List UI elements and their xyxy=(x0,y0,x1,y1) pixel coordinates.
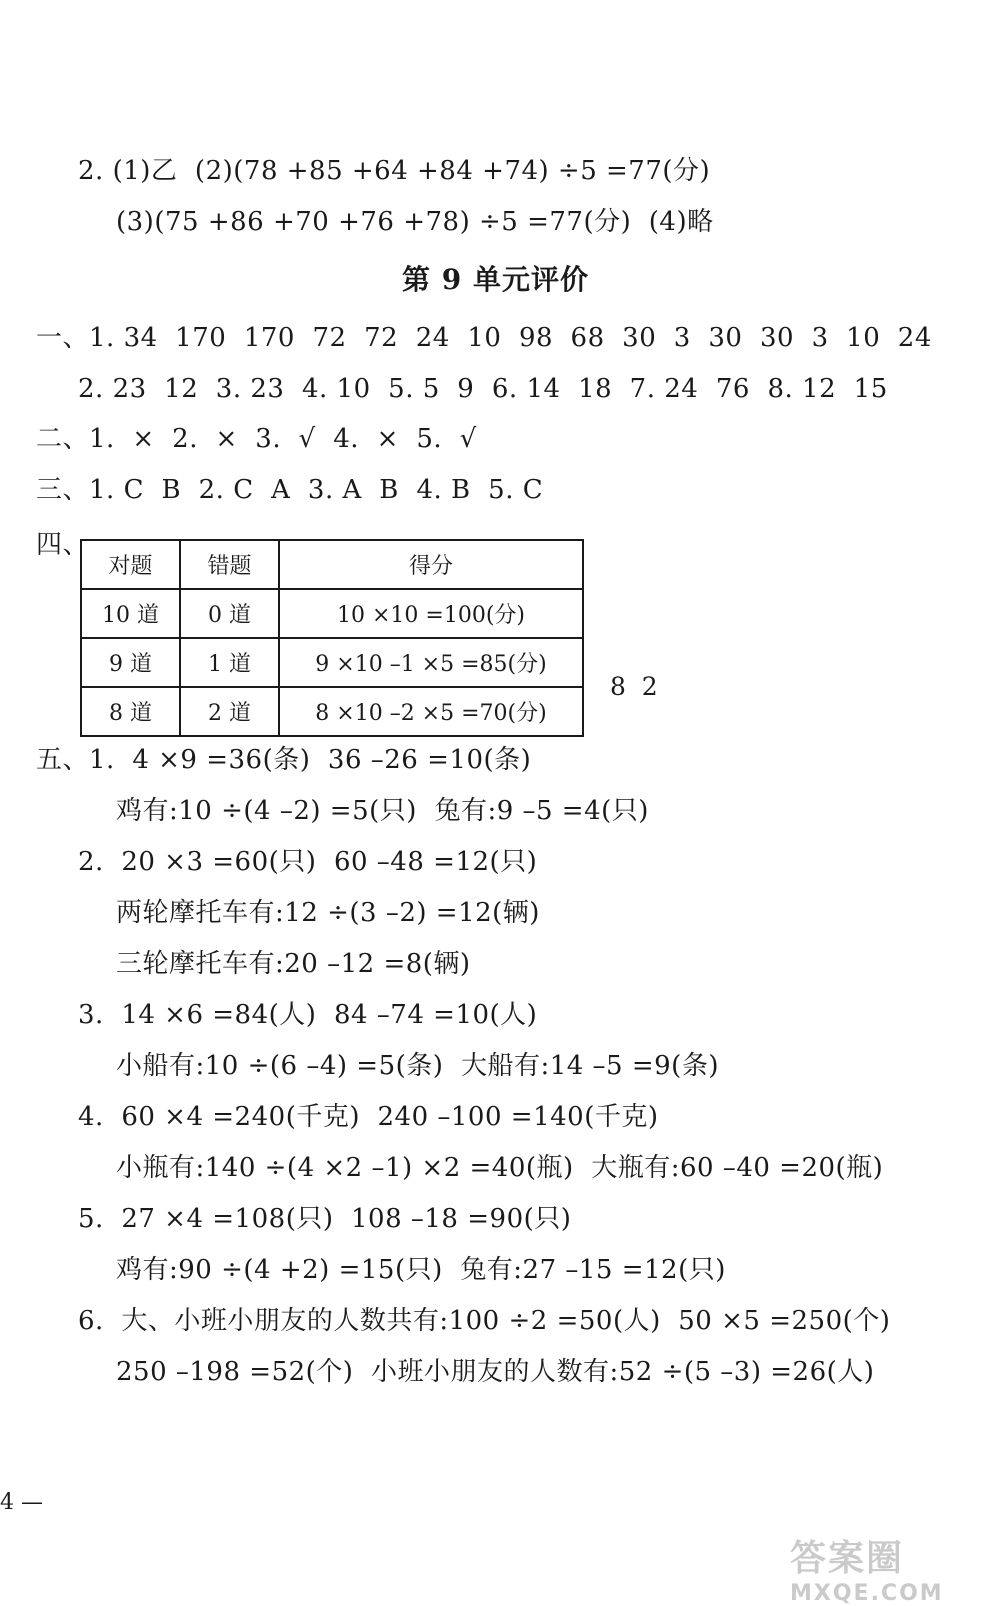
table-cell: 9 道 xyxy=(81,638,180,687)
table-cell: 10 道 xyxy=(81,589,180,638)
watermark-logo xyxy=(790,1530,980,1606)
section-5-line: 4. 60 ×4 =240(千克) 240 –100 =140(千克) xyxy=(78,1102,659,1132)
section-1-line: 一、1. 34 170 170 72 72 24 10 98 68 30 3 30 30 3 10 24 xyxy=(36,323,932,353)
section-title: 第 9 单元评价 xyxy=(402,263,589,296)
section-5-line: 5. 27 ×4 =108(只) 108 –18 =90(只) xyxy=(78,1204,572,1234)
section-5-line: 五、1. 4 ×9 =36(条) 36 –26 =10(条) xyxy=(36,745,532,775)
table-cell: 1 道 xyxy=(180,638,279,687)
section-5-line: 250 –198 =52(个) 小班小朋友的人数有:52 ÷(5 –3) =26(人) xyxy=(116,1357,875,1387)
section-5-line: 小瓶有:140 ÷(4 ×2 –1) ×2 =40(瓶) 大瓶有:60 –40 =20(瓶) xyxy=(116,1153,884,1183)
table-header-cell: 对题 xyxy=(81,540,180,589)
answer-line: (3)(75 +86 +70 +76 +78) ÷5 =77(分) (4)略 xyxy=(116,207,714,237)
table-header-cell: 得分 xyxy=(279,540,583,589)
section-5-line: 鸡有:90 ÷(4 +2) =15(只) 兔有:27 –15 =12(只) xyxy=(116,1255,726,1285)
table-header-row xyxy=(81,540,583,589)
section-5-line: 小船有:10 ÷(6 –4) =5(条) 大船有:14 –5 =9(条) xyxy=(116,1051,719,1081)
section-4-label: 四、 xyxy=(36,530,90,560)
section-5-line: 3. 14 ×6 =84(人) 84 –74 =10(人) xyxy=(78,1000,538,1030)
table-cell: 8 ×10 –2 ×5 =70(分) xyxy=(279,687,583,736)
score-table xyxy=(80,539,584,737)
section-2-line: 二、1. × 2. × 3. √ 4. × 5. √ xyxy=(36,424,477,454)
table-header-cell: 错题 xyxy=(180,540,279,589)
section-1-line: 2. 23 12 3. 23 4. 10 5. 5 9 6. 14 18 7. 24 76 8. 12 15 xyxy=(78,374,888,404)
table-cell: 9 ×10 –1 ×5 =85(分) xyxy=(279,638,583,687)
section-5-line: 2. 20 ×3 =60(只) 60 –48 =12(只) xyxy=(78,847,538,877)
table-row xyxy=(81,638,583,687)
table-row xyxy=(81,589,583,638)
page-number: 4 — xyxy=(0,1490,43,1515)
section-5-line: 三轮摩托车有:20 –12 =8(辆) xyxy=(116,949,471,979)
section-3-line: 三、1. C B 2. C A 3. A B 4. B 5. C xyxy=(36,475,544,505)
table-cell: 8 道 xyxy=(81,687,180,736)
watermark-url: MXQE.COM xyxy=(790,1581,944,1606)
table-cell: 0 道 xyxy=(180,589,279,638)
section-5-line: 鸡有:10 ÷(4 –2) =5(只) 兔有:9 –5 =4(只) xyxy=(116,796,649,826)
section-5-line: 两轮摩托车有:12 ÷(3 –2) =12(辆) xyxy=(116,898,540,928)
section-4-answer: 8 2 xyxy=(610,672,658,701)
table-cell: 2 道 xyxy=(180,687,279,736)
watermark-text: 答案圈 xyxy=(790,1538,905,1579)
table-row xyxy=(81,687,583,736)
section-5-line: 6. 大、小班小朋友的人数共有:100 ÷2 =50(人) 50 ×5 =250(个) xyxy=(78,1306,891,1336)
table-cell: 10 ×10 =100(分) xyxy=(279,589,583,638)
answer-line: 2. (1)乙 (2)(78 +85 +64 +84 +74) ÷5 =77(分) xyxy=(78,156,711,186)
